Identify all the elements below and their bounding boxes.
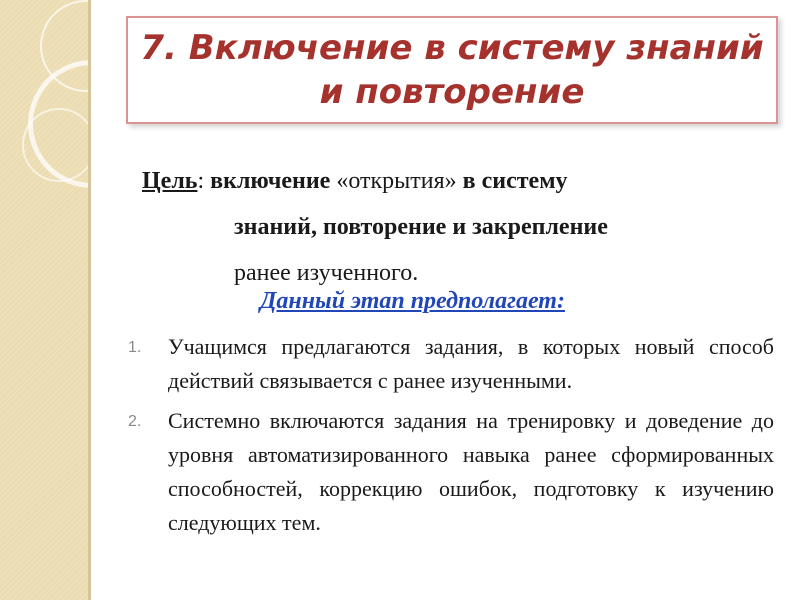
goal-statement (142, 158, 762, 296)
goal-text-part-3: в систему (456, 168, 568, 194)
list-item-number: 2. (128, 413, 142, 430)
list-item (128, 330, 774, 398)
goal-colon: : (197, 168, 211, 194)
decorative-sidebar (0, 0, 88, 600)
slide-title-line-1: 7. Включение в систему знаний (140, 28, 764, 68)
goal-label: Цель (142, 168, 198, 194)
list-item-text: Учащимся предлагаются задания, в которых новый способ действий связывается с ранее изученными. (168, 334, 774, 393)
stage-list (128, 330, 774, 546)
goal-line-1 (142, 158, 762, 204)
slide-title-box (126, 16, 778, 124)
goal-text-line-2: знаний, повторение и закрепление (234, 214, 608, 240)
list-item (128, 404, 774, 540)
goal-text-part-2: «открытия» (336, 168, 457, 194)
list-item-text: Системно включаются задания на тренировку и доведение до уровня автоматизированного навыка ранее сформированных способностей, коррекцию ошибок, подготовку к изучению следующих тем. (168, 408, 774, 535)
goal-text-line-3: ранее изученного. (234, 260, 419, 286)
decorative-ring (22, 108, 88, 182)
sidebar-edge-divider (88, 0, 91, 600)
slide-title-line-2: и повторение (319, 72, 585, 112)
stage-subheading: Данный этап предполагает: (260, 288, 565, 314)
list-item-number: 1. (128, 339, 142, 356)
goal-line-2 (142, 204, 762, 250)
goal-text-part-1: включение (210, 168, 337, 194)
